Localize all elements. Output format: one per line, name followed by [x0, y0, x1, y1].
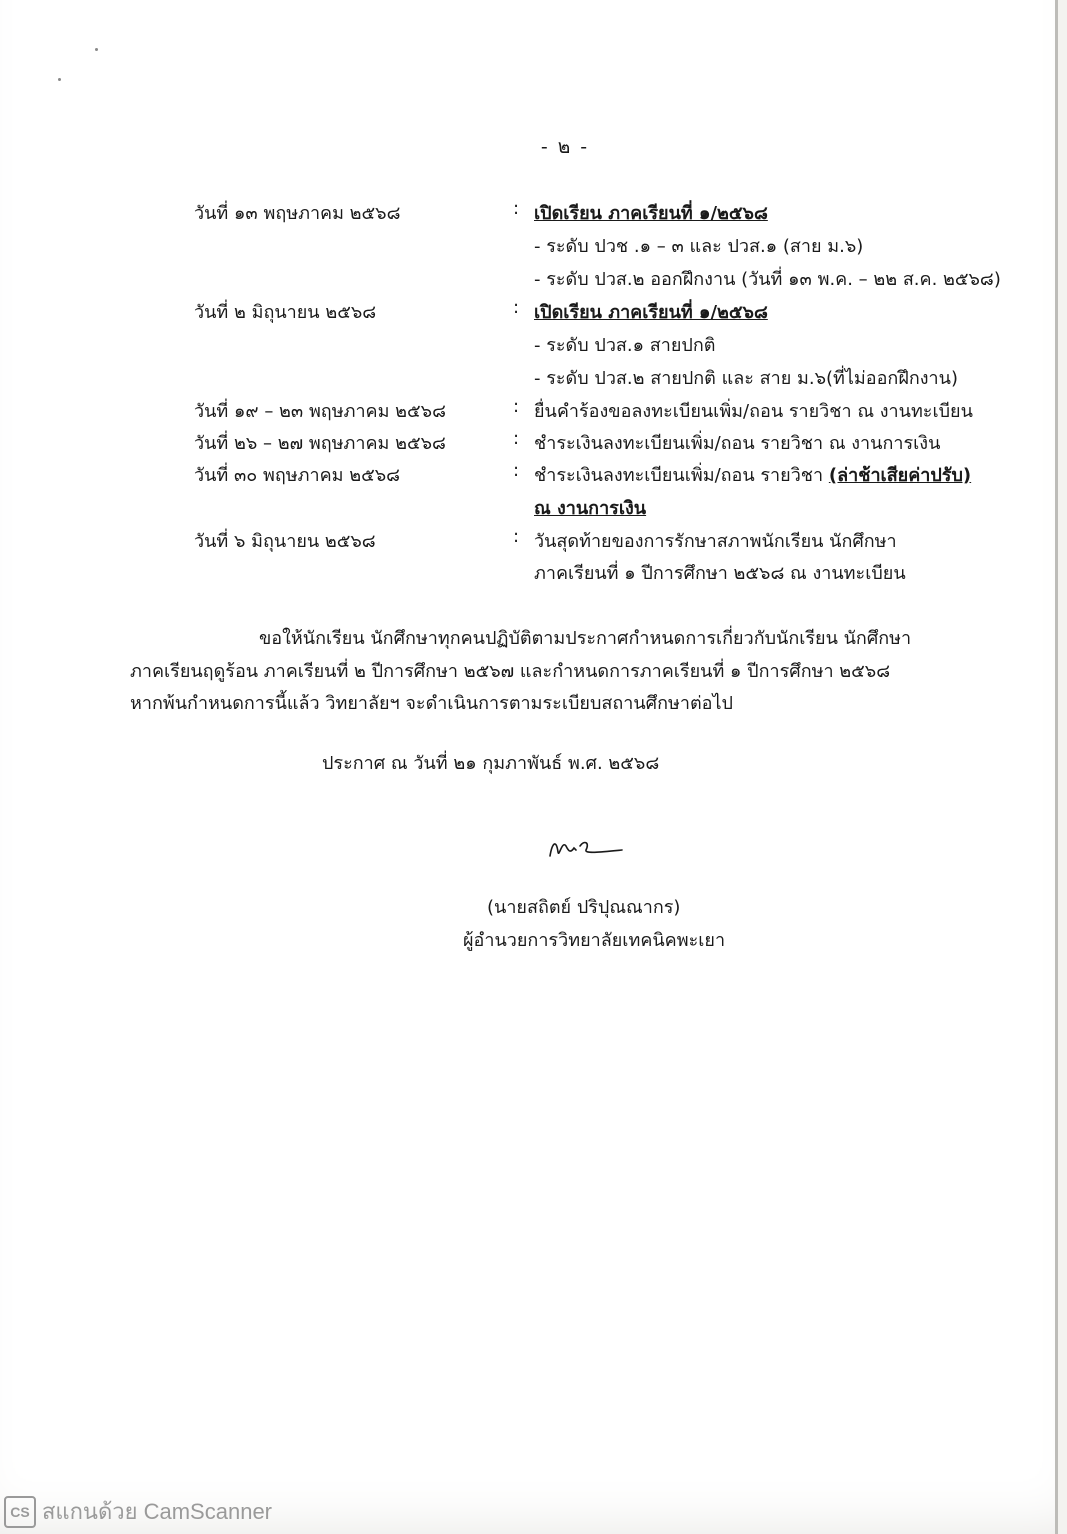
scan-speck: [95, 48, 98, 51]
colon: :: [513, 198, 520, 219]
schedule-desc: ณ งานการเงิน: [534, 498, 647, 519]
schedule-row: [0, 526, 1055, 558]
schedule-desc: - ระดับ ปวส.๒ ออกฝึกงาน (วันที่ ๑๓ พ.ค. – ๒๒ ส.ค. ๒๕๖๘): [534, 269, 1001, 290]
schedule-date: วันที่ ๒ มิถุนายน ๒๕๖๘: [194, 302, 377, 323]
signer-title: ผู้อำนวยการวิทยาลัยเทคนิคพะเยา: [463, 930, 726, 951]
schedule-row: [0, 363, 1055, 395]
colon: :: [513, 428, 520, 449]
schedule-date: วันที่ ๑๓ พฤษภาคม ๒๕๖๘: [194, 203, 401, 224]
schedule-date: วันที่ ๑๙ – ๒๓ พฤษภาคม ๒๕๖๘: [194, 401, 446, 422]
schedule-row: [0, 231, 1055, 263]
schedule-desc: - ระดับ ปวช .๑ – ๓ และ ปวส.๑ (สาย ม.๖): [534, 236, 864, 257]
paragraph-line: ขอให้นักเรียน นักศึกษาทุกคนปฏิบัติตามประกาศกำหนดการเกี่ยวกับนักเรียน นักศึกษา: [259, 628, 912, 649]
camscanner-watermark: [4, 1494, 272, 1529]
announcement-date: ประกาศ ณ วันที่ ๒๑ กุมภาพันธ์ พ.ศ. ๒๕๖๘: [322, 753, 660, 774]
schedule-row: [0, 198, 1055, 230]
colon: :: [513, 526, 520, 547]
colon: :: [513, 460, 520, 481]
schedule-date: วันที่ ๖ มิถุนายน ๒๕๖๘: [194, 531, 376, 552]
schedule-row: [0, 297, 1055, 329]
schedule-desc: เปิดเรียน ภาคเรียนที่ ๑/๒๕๖๘: [534, 302, 768, 323]
paragraph-line: หากพ้นกำหนดการนี้แล้ว วิทยาลัยฯ จะดำเนินการตามระเบียบสถานศึกษาต่อไป: [130, 693, 733, 714]
schedule-desc: เปิดเรียน ภาคเรียนที่ ๑/๒๕๖๘: [534, 203, 768, 224]
camscanner-logo-icon: CS: [4, 1496, 36, 1528]
schedule-row: [0, 330, 1055, 362]
schedule-date: วันที่ ๓๐ พฤษภาคม ๒๕๖๘: [194, 465, 401, 486]
schedule-desc: วันสุดท้ายของการรักษาสภาพนักเรียน นักศึกษา: [534, 531, 897, 552]
schedule-desc: - ระดับ ปวส.๑ สายปกติ: [534, 335, 716, 356]
colon: :: [513, 297, 520, 318]
schedule-date: วันที่ ๒๖ – ๒๗ พฤษภาคม ๒๕๖๘: [194, 433, 446, 454]
schedule-row: [0, 460, 1055, 492]
schedule-row: [0, 558, 1055, 590]
colon: :: [513, 396, 520, 417]
schedule-desc: ยื่นคำร้องขอลงทะเบียนเพิ่ม/ถอน รายวิชา ณ งานทะเบียน: [534, 401, 973, 422]
schedule-row: [0, 493, 1055, 525]
schedule-row: [0, 264, 1055, 296]
scan-speck: [58, 78, 61, 81]
signer-name: (นายสถิตย์ ปริปุณณากร): [487, 897, 681, 918]
paragraph-line: ภาคเรียนฤดูร้อน ภาคเรียนที่ ๒ ปีการศึกษา ๒๕๖๗ และกำหนดการภาคเรียนที่ ๑ ปีการศึกษา ๒๕๖๘: [130, 661, 891, 682]
schedule-row: [0, 396, 1055, 428]
watermark-text: สแกนด้วย CamScanner: [42, 1499, 273, 1524]
schedule-row: [0, 428, 1055, 460]
signature-icon: [546, 826, 626, 866]
schedule-desc: ชำระเงินลงทะเบียนเพิ่ม/ถอน รายวิชา ณ งานการเงิน: [534, 433, 941, 454]
schedule-desc: ภาคเรียนที่ ๑ ปีการศึกษา ๒๕๖๘ ณ งานทะเบียน: [534, 563, 906, 584]
schedule-desc: - ระดับ ปวส.๒ สายปกติ และ สาย ม.๖(ที่ไม่ออกฝึกงาน): [534, 368, 958, 389]
page-number: - ๒ -: [540, 136, 590, 158]
schedule-desc: ชำระเงินลงทะเบียนเพิ่ม/ถอน รายวิชา (ล่าช้าเสียค่าปรับ): [534, 465, 972, 486]
